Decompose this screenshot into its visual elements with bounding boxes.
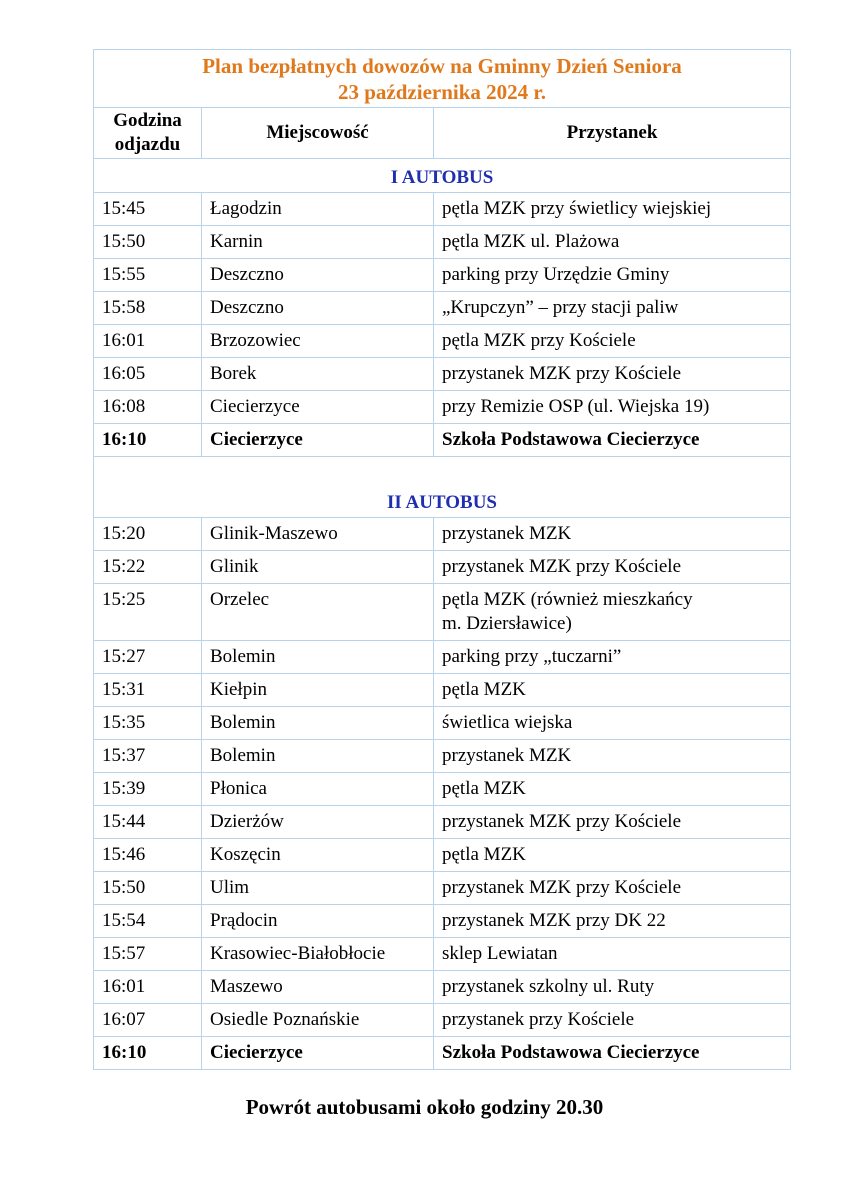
header-time-line-1: Godzina <box>113 110 182 131</box>
bus-heading-row <box>94 457 791 518</box>
time-text: 16:05 <box>102 363 146 384</box>
cell-time <box>94 518 202 551</box>
table-row <box>94 740 791 773</box>
place-text: Dzierżów <box>210 811 284 832</box>
cell-place <box>202 641 434 674</box>
time-text: 15:44 <box>102 811 146 832</box>
place-text: Osiedle Poznańskie <box>210 1009 360 1030</box>
stop-text-line-2: m. Dziersławice) <box>442 613 572 634</box>
stop-text: przystanek MZK przy Kościele <box>442 811 682 832</box>
time-text: 16:01 <box>102 330 146 351</box>
cell-time <box>94 1004 202 1037</box>
stop-text: przystanek przy Kościele <box>442 1009 635 1030</box>
header-place: Miejscowość <box>202 108 434 159</box>
cell-time <box>94 226 202 259</box>
stop-text: pętla MZK <box>442 679 526 700</box>
bus-heading: II AUTOBUS <box>94 457 791 518</box>
cell-place <box>202 226 434 259</box>
cell-place <box>202 773 434 806</box>
table-row <box>94 773 791 806</box>
stop-text: pętla MZK <box>442 844 526 865</box>
stop-text: Szkoła Podstawowa Ciecierzyce <box>442 429 700 450</box>
cell-stop <box>434 938 791 971</box>
cell-time <box>94 551 202 584</box>
place-text: Brzozowiec <box>210 330 301 351</box>
cell-place <box>202 971 434 1004</box>
stop-text: przystanek MZK przy Kościele <box>442 363 682 384</box>
cell-time <box>94 391 202 424</box>
table-row <box>94 391 791 424</box>
cell-time <box>94 872 202 905</box>
place-text: Glinik-Maszewo <box>210 523 338 544</box>
time-text: 15:57 <box>102 943 146 964</box>
place-text: Ciecierzyce <box>210 396 300 417</box>
time-text: 15:54 <box>102 910 146 931</box>
cell-stop <box>434 226 791 259</box>
schedule-body <box>94 159 791 1070</box>
cell-time <box>94 740 202 773</box>
stop-text: świetlica wiejska <box>442 712 573 733</box>
time-text: 16:10 <box>102 429 147 450</box>
table-row <box>94 1037 791 1070</box>
time-text: 15:20 <box>102 523 146 544</box>
place-text: Bolemin <box>210 745 276 766</box>
time-text: 15:37 <box>102 745 146 766</box>
place-text: Koszęcin <box>210 844 281 865</box>
cell-stop <box>434 806 791 839</box>
cell-time <box>94 292 202 325</box>
time-text: 15:27 <box>102 646 146 667</box>
time-text: 15:45 <box>102 198 146 219</box>
stop-text: przystanek szkolny ul. Ruty <box>442 976 655 997</box>
place-text: Kiełpin <box>210 679 267 700</box>
time-text: 15:55 <box>102 264 146 285</box>
cell-time <box>94 193 202 226</box>
table-row <box>94 584 791 641</box>
header-time-line-2: odjazdu <box>114 134 181 155</box>
place-text: Karnin <box>210 231 263 252</box>
title-row <box>94 50 791 108</box>
table-row <box>94 839 791 872</box>
time-text: 16:08 <box>102 396 146 417</box>
cell-stop <box>434 292 791 325</box>
place-text: Ciecierzyce <box>210 1042 303 1063</box>
time-text: 16:01 <box>102 976 146 997</box>
time-text: 15:46 <box>102 844 146 865</box>
table-row <box>94 1004 791 1037</box>
cell-time <box>94 707 202 740</box>
cell-time <box>94 905 202 938</box>
cell-time <box>94 1037 202 1070</box>
table-row <box>94 872 791 905</box>
time-text: 15:39 <box>102 778 146 799</box>
cell-place <box>202 707 434 740</box>
cell-stop <box>434 358 791 391</box>
place-text: Maszewo <box>210 976 283 997</box>
cell-time <box>94 971 202 1004</box>
cell-stop <box>434 391 791 424</box>
cell-stop <box>434 905 791 938</box>
header-time <box>94 108 202 159</box>
cell-stop <box>434 325 791 358</box>
cell-place <box>202 905 434 938</box>
stop-text: Szkoła Podstawowa Ciecierzyce <box>442 1042 700 1063</box>
time-text: 15:58 <box>102 297 146 318</box>
place-text: Prądocin <box>210 910 278 931</box>
table-row <box>94 806 791 839</box>
cell-place <box>202 292 434 325</box>
cell-time <box>94 806 202 839</box>
stop-text: przystanek MZK <box>442 745 572 766</box>
place-text: Krasowiec-Białobłocie <box>210 943 386 964</box>
place-text: Ciecierzyce <box>210 429 303 450</box>
stop-text: „Krupczyn” – przy stacji paliw <box>442 297 679 318</box>
cell-place <box>202 839 434 872</box>
place-text: Deszczno <box>210 264 284 285</box>
cell-time <box>94 424 202 457</box>
cell-stop <box>434 674 791 707</box>
cell-place <box>202 259 434 292</box>
schedule-table <box>93 49 791 1070</box>
time-text: 15:35 <box>102 712 146 733</box>
bus-heading-row <box>94 159 791 193</box>
cell-stop <box>434 971 791 1004</box>
cell-time <box>94 259 202 292</box>
time-text: 15:31 <box>102 679 146 700</box>
table-row <box>94 707 791 740</box>
cell-place <box>202 391 434 424</box>
table-row <box>94 551 791 584</box>
cell-time <box>94 584 202 641</box>
table-row <box>94 226 791 259</box>
place-text: Płonica <box>210 778 267 799</box>
place-text: Orzelec <box>210 589 270 610</box>
cell-time <box>94 325 202 358</box>
cell-stop <box>434 424 791 457</box>
cell-place <box>202 938 434 971</box>
table-row <box>94 938 791 971</box>
cell-place <box>202 193 434 226</box>
place-text: Deszczno <box>210 297 284 318</box>
cell-stop <box>434 1037 791 1070</box>
cell-place <box>202 1037 434 1070</box>
place-text: Glinik <box>210 556 259 577</box>
stop-text: przy Remizie OSP (ul. Wiejska 19) <box>442 396 710 417</box>
stop-text: pętla MZK <box>442 778 526 799</box>
cell-stop <box>434 1004 791 1037</box>
cell-stop <box>434 259 791 292</box>
stop-text: pętla MZK przy Kościele <box>442 330 636 351</box>
cell-place <box>202 806 434 839</box>
cell-stop <box>434 740 791 773</box>
stop-text: przystanek MZK przy Kościele <box>442 877 682 898</box>
cell-time <box>94 839 202 872</box>
header-stop: Przystanek <box>434 108 791 159</box>
cell-time <box>94 938 202 971</box>
stop-text: parking przy „tuczarni” <box>442 646 622 667</box>
place-text: Ulim <box>210 877 250 898</box>
cell-place <box>202 674 434 707</box>
place-text: Borek <box>210 363 257 384</box>
table-row <box>94 358 791 391</box>
table-row <box>94 641 791 674</box>
table-row <box>94 292 791 325</box>
cell-place <box>202 325 434 358</box>
time-text: 15:25 <box>102 589 146 610</box>
cell-place <box>202 872 434 905</box>
cell-stop <box>434 518 791 551</box>
cell-time <box>94 674 202 707</box>
table-row <box>94 259 791 292</box>
cell-place <box>202 358 434 391</box>
stop-text: pętla MZK przy świetlicy wiejskiej <box>442 198 712 219</box>
cell-place <box>202 424 434 457</box>
cell-place <box>202 1004 434 1037</box>
table-row <box>94 518 791 551</box>
cell-time <box>94 641 202 674</box>
stop-text: przystanek MZK przy Kościele <box>442 556 682 577</box>
cell-place <box>202 584 434 641</box>
stop-text: sklep Lewiatan <box>442 943 558 964</box>
table-row <box>94 674 791 707</box>
table-row <box>94 971 791 1004</box>
time-text: 15:50 <box>102 231 146 252</box>
stop-text: parking przy Urzędzie Gminy <box>442 264 670 285</box>
cell-stop <box>434 872 791 905</box>
table-row <box>94 193 791 226</box>
table-row <box>94 325 791 358</box>
stop-text: przystanek MZK przy DK 22 <box>442 910 666 931</box>
time-text: 16:10 <box>102 1042 147 1063</box>
cell-place <box>202 551 434 584</box>
place-text: Bolemin <box>210 712 276 733</box>
title-line-1: Plan bezpłatnych dowozów na Gminny Dzień Seniora <box>202 54 682 78</box>
cell-stop <box>434 773 791 806</box>
stop-text: przystanek MZK <box>442 523 572 544</box>
table-row <box>94 424 791 457</box>
table-row <box>94 905 791 938</box>
title-line-2: 23 października 2024 r. <box>337 80 547 104</box>
place-text: Bolemin <box>210 646 276 667</box>
document-title <box>94 50 791 108</box>
time-text: 15:22 <box>102 556 146 577</box>
cell-time <box>94 773 202 806</box>
schedule-sheet <box>93 49 790 1070</box>
cell-stop <box>434 839 791 872</box>
stop-text: pętla MZK ul. Plażowa <box>442 231 620 252</box>
cell-stop <box>434 584 791 641</box>
cell-place <box>202 518 434 551</box>
cell-stop <box>434 707 791 740</box>
header-row <box>94 108 791 159</box>
cell-time <box>94 358 202 391</box>
cell-stop <box>434 193 791 226</box>
time-text: 15:50 <box>102 877 146 898</box>
place-text: Łagodzin <box>210 198 282 219</box>
cell-place <box>202 740 434 773</box>
return-note: Powrót autobusami około godziny 20.30 <box>245 1095 604 1119</box>
time-text: 16:07 <box>102 1009 146 1030</box>
bus-heading: I AUTOBUS <box>94 159 791 193</box>
stop-text: pętla MZK (również mieszkańcy <box>442 589 693 610</box>
cell-stop <box>434 551 791 584</box>
cell-stop <box>434 641 791 674</box>
